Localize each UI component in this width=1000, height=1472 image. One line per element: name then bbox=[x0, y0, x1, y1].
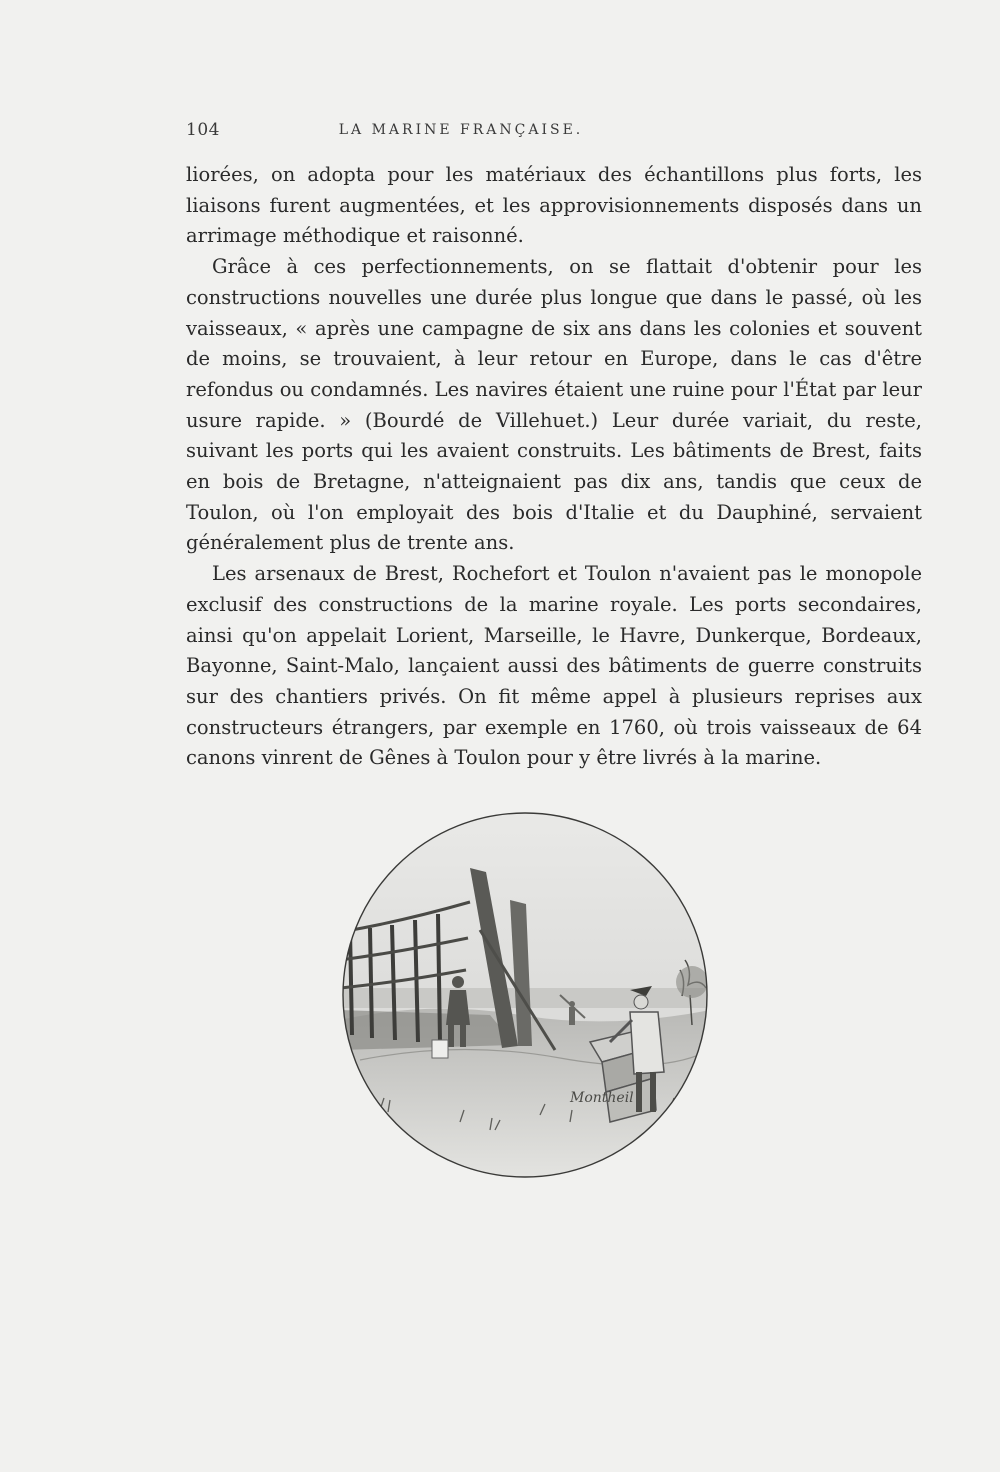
body-text bbox=[186, 160, 922, 774]
running-title: LA MARINE FRANÇAISE. bbox=[338, 122, 584, 138]
shipyard-engraving bbox=[340, 810, 710, 1180]
artist-signature: Montheil bbox=[570, 1090, 634, 1106]
paragraph-2: Grâce à ces perfectionnements, on se flattait d'obtenir pour les constructions nouvelles une durée plus longue que dans le passé, où les vaisseaux, « après une campagne de six ans dans les colonies et souvent de moins, se trouvaient, à leur retour en Europe, dans le cas d'être refondus ou condamnés. Les navires étaient une ruine pour l'État par leur usure rapide. » (Bourdé de Villehuet.) Leur durée variait, du reste, suivant les ports qui les avaient construits. Les bâtiments de Brest, faits en bois de Bretagne, n'atteignaient pas dix ans, tandis que ceux de Toulon, où l'on employait des bois d'Italie et du Dauphiné, servaient généralement plus de trente ans. bbox=[186, 255, 922, 555]
page-number: 104 bbox=[186, 120, 220, 140]
paragraph-3: Les arsenaux de Brest, Rochefort et Toulon n'avaient pas le monopole exclusif des constructions de la marine royale. Les ports secondaires, ainsi qu'on appelait Lorient, Marseille, le Havre, Dunkerque, Bordeaux, Bayonne, Saint-Malo, lançaient aussi des bâtiments de guerre construits sur des chantiers privés. On fit même appel à plusieurs reprises aux constructeurs étrangers, par exemple en 1760, où trois vaisseaux de 64 canons vinrent de Gênes à Toulon pour y être livrés à la marine. bbox=[186, 562, 922, 770]
running-head bbox=[186, 120, 922, 144]
paragraph-1: liorées, on adopta pour les matériaux des échantillons plus forts, les liaisons furent augmentées, et les approvisionnements disposés dans un arrimage méthodique et raisonné. bbox=[186, 163, 922, 248]
shipyard-illustration bbox=[340, 810, 710, 1180]
